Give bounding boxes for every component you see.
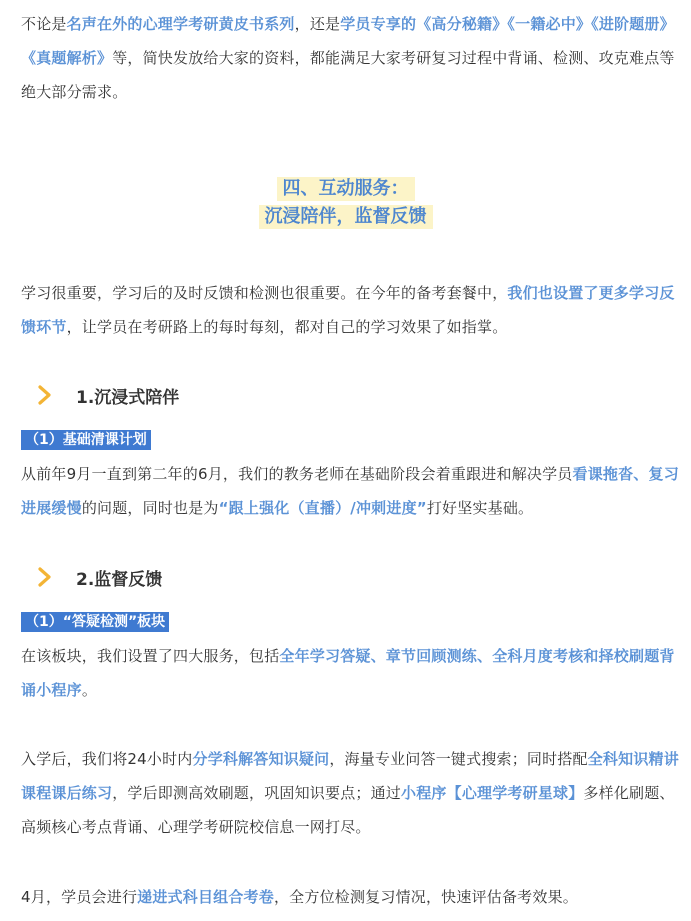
basic-plan-highlight: 看课拖沓、复习进展缓慢 — [21, 465, 679, 517]
qa-text: ，全方位检测复习情况，快速评估备考效果。 — [273, 888, 578, 906]
subheading-feedback-label: 2.监督反馈 — [76, 569, 163, 590]
tag-qa-check: （1）“答疑检测”板块 — [21, 612, 169, 632]
intro-text: 不论是 — [21, 15, 67, 33]
qa-text: 入学后，我们将24小时内 — [21, 750, 193, 768]
qa-highlight-answers: 分学科解答知识疑问 — [192, 750, 330, 768]
qa-text: ，学后即测高效刷题，巩固知识要点；通过 — [112, 784, 402, 802]
section-title-line2: 沉浸陪伴，监督反馈 — [259, 205, 433, 229]
subheading-immersive-label: 1.沉浸式陪伴 — [76, 387, 180, 408]
intro-highlight-books: 名声在外的心理学考研黄皮书系列 — [66, 15, 295, 33]
intro-text: ，还是 — [294, 15, 341, 33]
qa-paragraph-2 — [21, 742, 681, 844]
intro-text: 等，简快发放给大家的资料，都能满足大家考研复习过程中背诵、检测、攻克难点等绝大部分需求。 — [21, 49, 675, 101]
basic-plan-text: 打好坚实基础。 — [426, 499, 534, 517]
subheading-immersive — [36, 380, 179, 410]
qa-highlight-exam: 递进式科目组合考卷 — [137, 888, 274, 906]
basic-plan-text: 从前年9月一直到第二年的6月，我们的教务老师在基础阶段会着重跟进和解决学员 — [21, 465, 573, 483]
qa-text: 多样化刷题、高频核心考点背诵、心理学考研院校信息一网打尽。 — [21, 784, 675, 836]
qa-text: 。 — [81, 681, 98, 699]
intro-highlight-materials: 学员专享的《高分秘籍》《一籍必中》《进阶题册》《真题解析》 — [21, 15, 675, 67]
qa-highlight-services: 全年学习答疑、章节回顾测练、全科月度考核和择校刷题背诵小程序 — [21, 647, 675, 699]
basic-plan-text: 的问题，同时也是为 — [81, 499, 219, 517]
subheading-feedback — [36, 562, 162, 592]
section-title — [0, 177, 691, 229]
basic-plan-highlight-progress: “跟上强化（直播）/冲刺进度” — [218, 499, 427, 517]
qa-text: ，海量专业问答一键式搜索；同时搭配 — [329, 750, 588, 768]
tag-basic-plan: （1）基础清课计划 — [21, 430, 151, 450]
qa-highlight-courses: 全科知识精讲课程课后练习 — [21, 750, 679, 802]
qa-text: 在该板块，我们设置了四大服务，包括 — [21, 647, 280, 665]
qa-paragraph-1 — [21, 639, 681, 707]
qa-highlight-miniprogram: 小程序【心理学考研星球】 — [401, 784, 584, 802]
chevron-right-icon — [36, 384, 54, 406]
intro-paragraph — [21, 7, 681, 109]
study-text: ，让学员在考研路上的每时每刻，都对自己的学习效果了如指掌。 — [66, 318, 508, 336]
study-paragraph — [21, 276, 681, 344]
section-title-line1: 四、互动服务： — [277, 177, 415, 201]
study-text: 学习很重要，学习后的及时反馈和检测也很重要。在今年的备考套餐中， — [21, 284, 508, 302]
qa-paragraph-3 — [21, 880, 681, 914]
chevron-right-icon — [36, 566, 54, 588]
study-highlight: 我们也设置了更多学习反馈环节 — [21, 284, 675, 336]
basic-plan-paragraph — [21, 457, 681, 525]
qa-text: 4月，学员会进行 — [21, 888, 138, 906]
